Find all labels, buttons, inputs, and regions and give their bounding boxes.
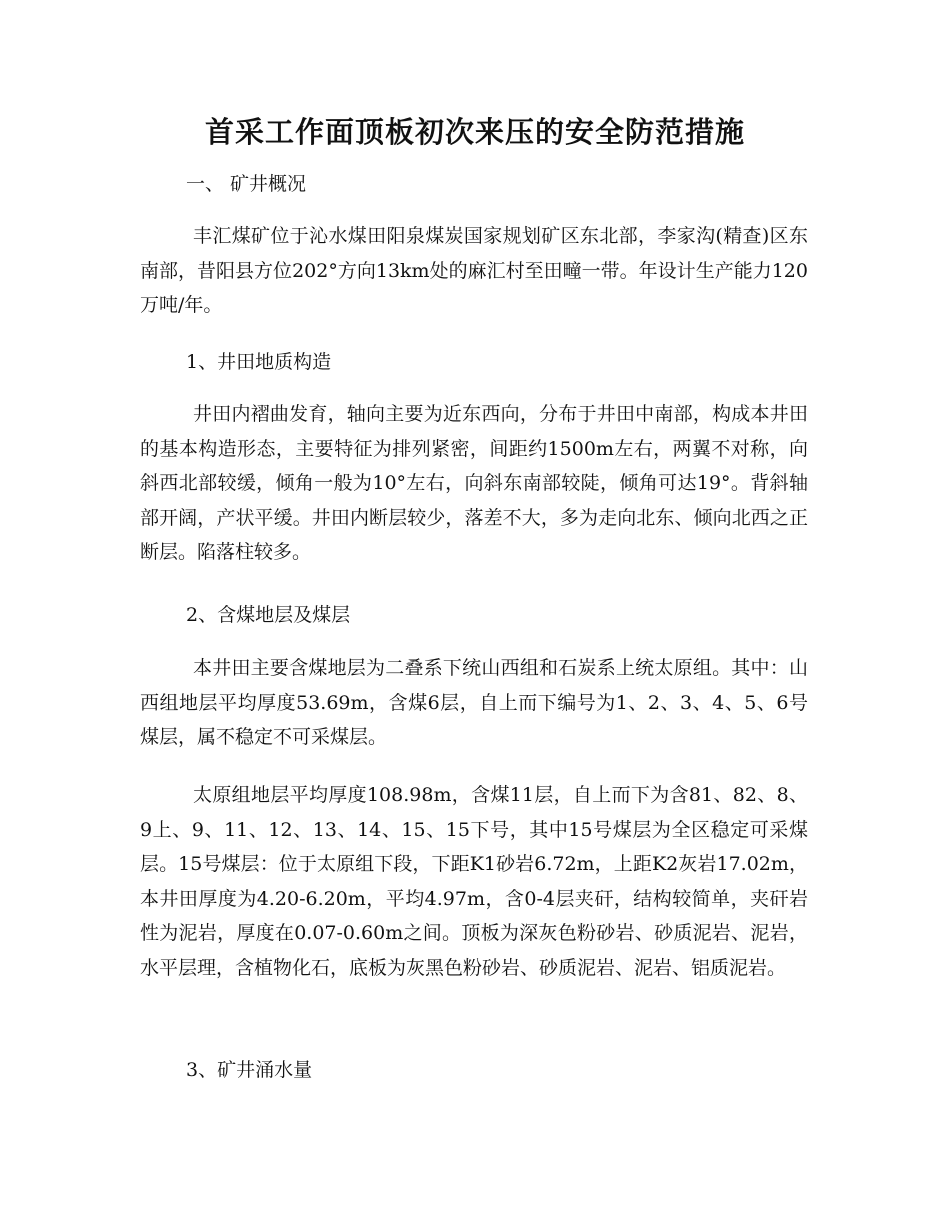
paragraph-mine-location: 丰汇煤矿位于沁水煤田阳泉煤炭国家规划矿区东北部，李家沟(精查)区东南部，昔阳县方位202°方向13km处的麻汇村至田疃一带。年设计生产能力120万吨/年。 [140, 225, 808, 316]
paragraph-shanxi-formation: 本井田主要含煤地层为二叠系下统山西组和石炭系上统太原组。其中：山西组地层平均厚度53.69m，含煤6层，自上而下编号为1、2、3、4、5、6号煤层，属不稳定不可采煤层。 [140, 657, 808, 748]
paragraph-geological-structure: 井田内褶曲发育，轴向主要为近东西向，分布于井田中南部，构成本井田的基本构造形态，主要特征为排列紧密，间距约1500m左右，两翼不对称，向斜西北部较缓，倾角一般为10°左右，向斜东南部较陡，倾角可达19°。背斜轴部开阔，产状平缓。井田内断层较少，落差不大，多为走向北东、倾向北西之正断层。陷落柱较多。 [140, 403, 808, 563]
paragraph-taiyuan-formation: 太原组地层平均厚度108.98m，含煤11层，自上而下为含81、82、8、9上、9、11、12、13、14、15、15下号，其中15号煤层为全区稳定可采煤层。15号煤层：位于太原组下段，下距K1砂岩6.72m，上距K2灰岩17.02m，本井田厚度为4.20-6.20m，平均4.97m，含0-4层夹矸，结构较简单，夹矸岩性为泥岩，厚度在0.07-0.60m之间。顶板为深灰色粉砂岩、砂质泥岩、泥岩，水平层理，含植物化石，底板为灰黑色粉砂岩、砂质泥岩、泥岩、铝质泥岩。 [140, 784, 808, 979]
section-heading-geological-structure: 1、井田地质构造 [186, 351, 332, 373]
section-heading-mine-overview: 一、 矿井概况 [186, 173, 307, 195]
document-title: 首采工作面顶板初次来压的安全防范措施 [204, 115, 745, 149]
section-heading-water-inflow: 3、矿井涌水量 [186, 1059, 313, 1081]
section-heading-coal-strata: 2、含煤地层及煤层 [186, 604, 351, 626]
